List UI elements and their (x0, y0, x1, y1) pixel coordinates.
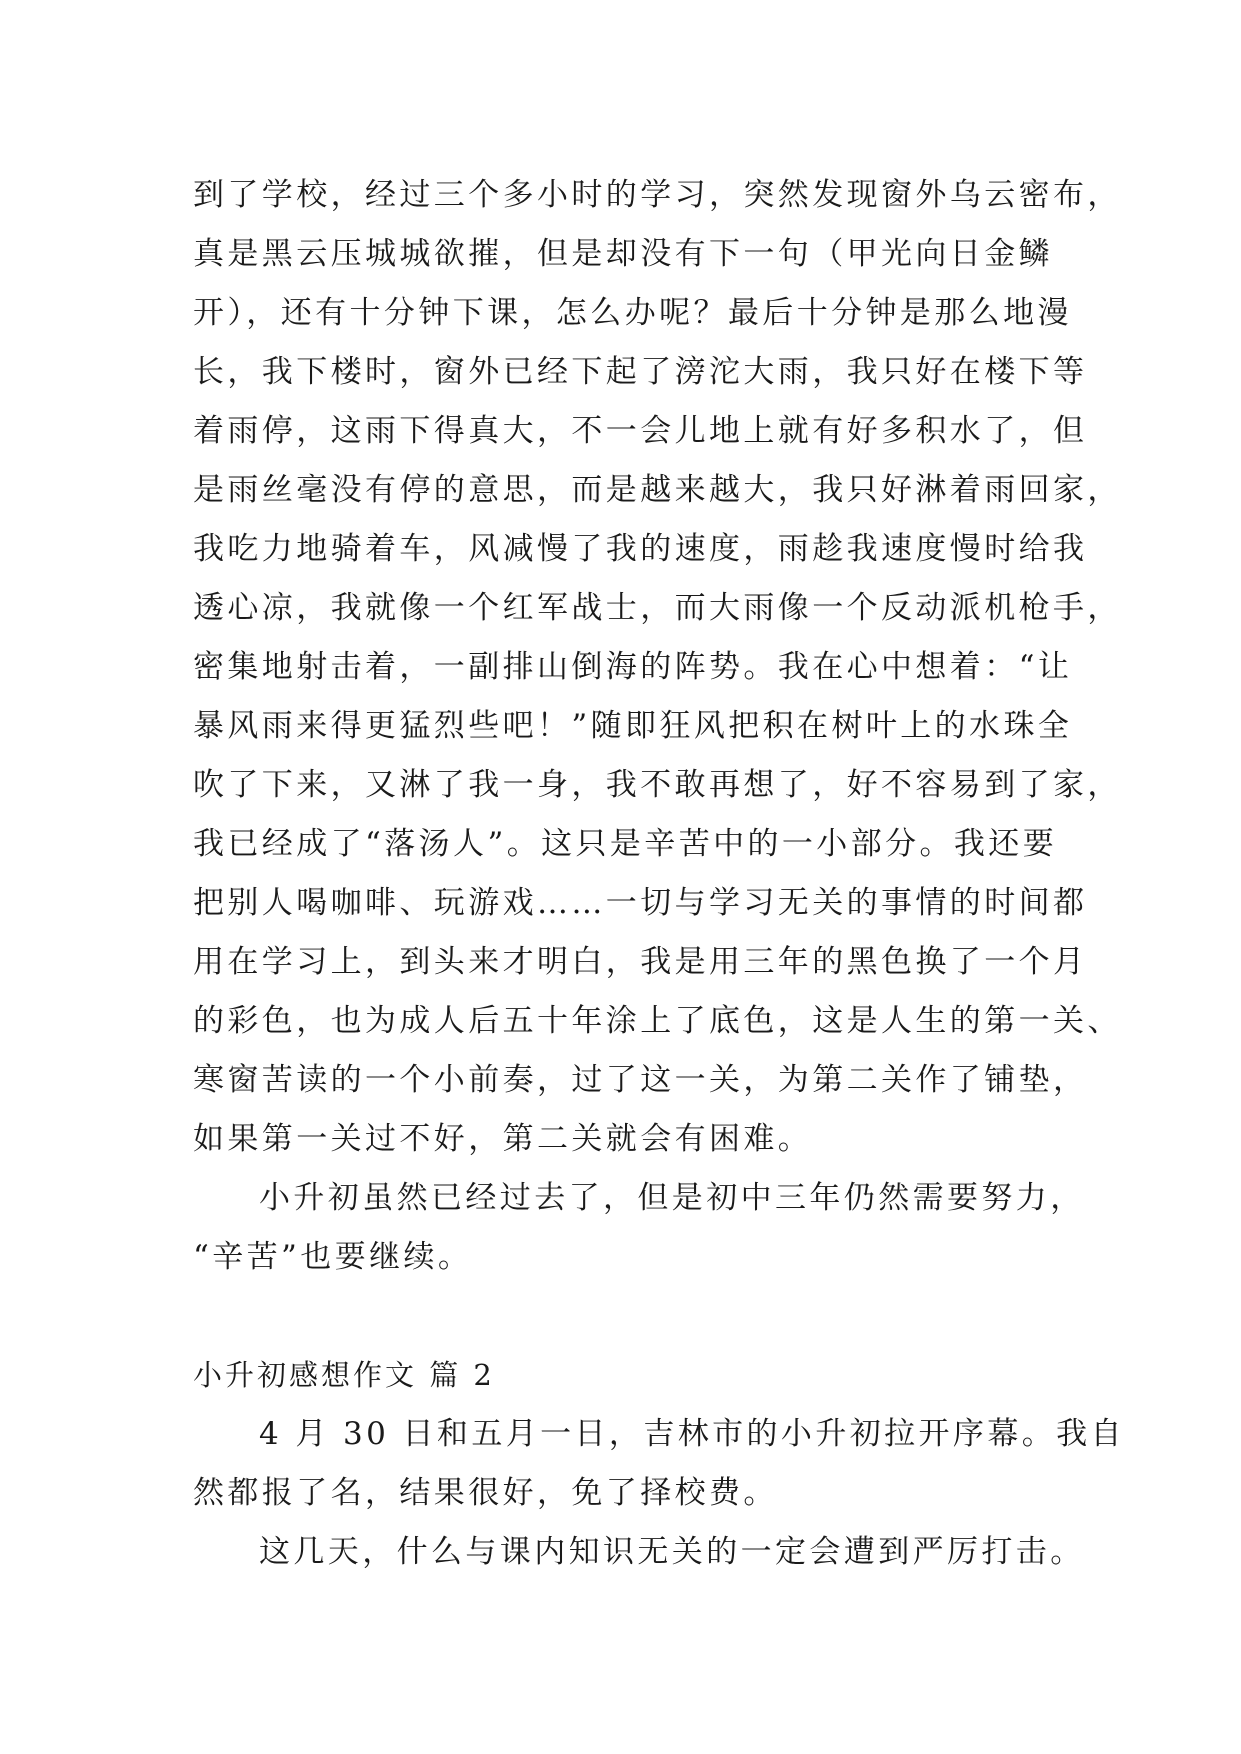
document-page (193, 166, 1125, 1582)
text-line: 我吃力地骑着车，风减慢了我的速度，雨趁我速度慢时给我 (193, 531, 1088, 567)
text-line: 如果第一关过不好，第二关就会有困难。 (193, 1121, 813, 1157)
text-line: 这几天，什么与课内知识无关的一定会遭到严厉打击。 (259, 1534, 1085, 1570)
paragraph-intro (193, 1405, 1125, 1523)
text-line: 小升初虽然已经过去了，但是初中三年仍然需要努力， (259, 1180, 1085, 1216)
text-line: 开），还有十分钟下课，怎么办呢？最后十分钟是那么地漫 (193, 295, 1072, 331)
text-line: 吹了下来，又淋了我一身，我不敢再想了，好不容易到了家， (193, 767, 1122, 803)
section-heading: 小升初感想作文 篇 2 (193, 1358, 495, 1392)
text-line: 我已经成了“落汤人”。这只是辛苦中的一小部分。我还要 (193, 826, 1058, 862)
paragraph-next (193, 1523, 1085, 1582)
text-line: 着雨停，这雨下得真大，不一会儿地上就有好多积水了，但 (193, 413, 1088, 449)
text-line: 透心凉，我就像一个红军战士，而大雨像一个反动派机枪手， (193, 590, 1122, 626)
paragraph-continued (193, 166, 1122, 1169)
text-line: 寒窗苦读的一个小前奏，过了这一关，为第二关作了铺垫， (193, 1062, 1088, 1098)
paragraph-conclusion (193, 1169, 1085, 1287)
text-line: 密集地射击着，一副排山倒海的阵势。我在心中想着：“让 (193, 649, 1073, 685)
text-line: 然都报了名，结果很好，免了择校费。 (193, 1475, 778, 1511)
text-line: 长，我下楼时，窗外已经下起了滂沱大雨，我只好在楼下等 (193, 354, 1088, 390)
paragraph-gap (193, 1287, 1065, 1346)
text-line: 到了学校，经过三个多小时的学习，突然发现窗外乌云密布， (193, 177, 1122, 213)
text-line: 暴风雨来得更猛烈些吧！”随即狂风把积在树叶上的水珠全 (193, 708, 1073, 744)
text-line: 的彩色，也为成人后五十年涂上了底色，这是人生的第一关、 (193, 1003, 1122, 1039)
text-line: 是雨丝毫没有停的意思，而是越来越大，我只好淋着雨回家， (193, 472, 1122, 508)
text-line: “辛苦”也要继续。 (193, 1239, 473, 1275)
text-line: 真是黑云压城城欲摧，但是却没有下一句（甲光向日金鳞 (193, 236, 1053, 272)
text-line: 用在学习上，到头来才明白，我是用三年的黑色换了一个月 (193, 944, 1088, 980)
text-line: 把别人喝咖啡、玩游戏……一切与学习无关的事情的时间都 (193, 885, 1088, 921)
text-line: 4 月 30 日和五月一日，吉林市的小升初拉开序幕。我自 (259, 1416, 1125, 1452)
